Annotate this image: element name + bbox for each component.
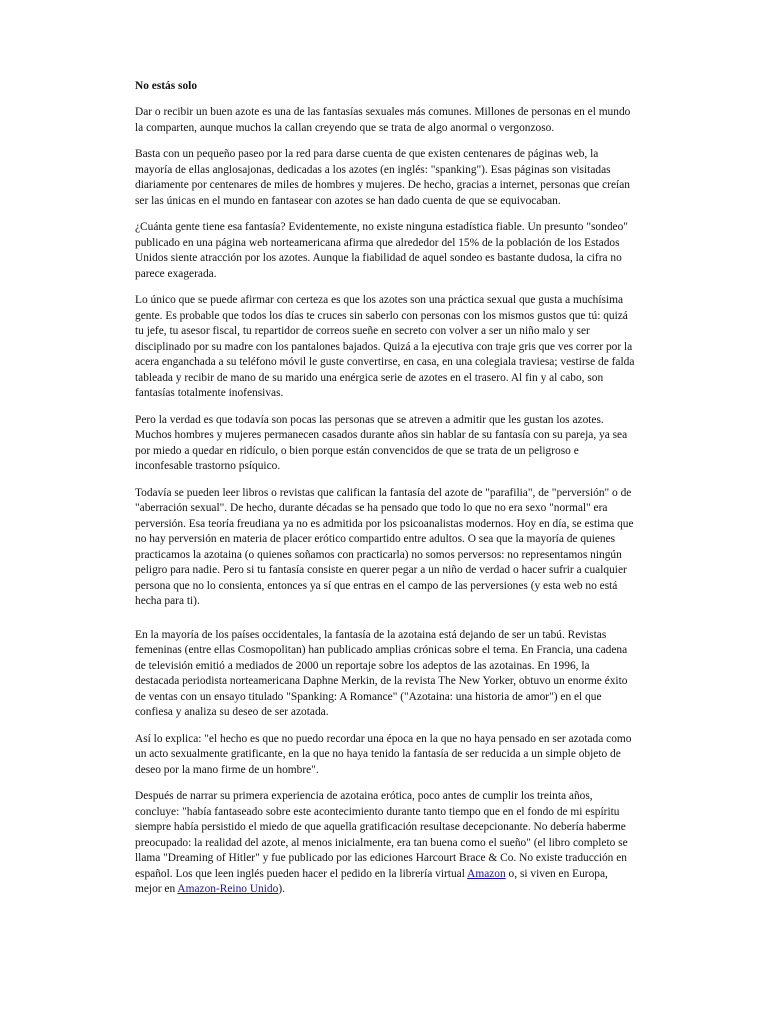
paragraph-8: Así lo explica: "el hecho es que no puedo recordar una época en la que no haya pensado en ser azotada como un acto sexualmente gratificante, en la que no haya tenido la fantasía de ser reducida a un simple objeto de deseo por la mano firme de un hombre". <box>135 732 632 776</box>
paragraph-9-text-1: Después de narrar su primera experiencia de azotaina erótica, poco antes de cumplir los treinta años, concluye: "había fantaseado sobre este acontecimiento durante tanto tiempo que en el fondo de mi espíritu siempre había persistido el miedo de que aquella gratificación resultase decepcionante. No debería haberme preocupado: la realidad del azote, al menos inicialmente, era tan buena como el sueño" (el libro completo se llama "Dreaming of Hitler" y fue publicado por las ediciones Harcourt Brace & Co. No existe traducción en español. Los que leen inglés pueden hacer el pedido en la librería virtual <box>135 790 628 880</box>
paragraph-9-text-2: o, si viven en Europa, mejor en <box>135 867 608 895</box>
paragraph-9-text-3: ). <box>278 883 285 895</box>
amazon-uk-link[interactable]: Amazon-Reino Unido <box>177 883 279 895</box>
paragraph-4: Lo único que se puede afirmar con certeza es que los azotes son una práctica sexual que gusta a muchísima gente. Es probable que todos los días te cruces sin saberlo con personas con los mismos gustos que tú: quizá tu jefe, tu asesor fiscal, tu repartidor de correos sueñe en secreto con volver a ser un niño malo y ser disciplinado por su madre con los pantalones bajados. Quizá a la ejecutiva con traje gris que ves correr por la acera enganchada a su teléfono móvil le guste convertirse, en casa, en una colegiala traviesa; vestirse de falda tableada y recibir de mano de su marido una enérgica serie de azotes en el trasero. Al fin y al cabo, son fantasías totalmente inofensivas. <box>135 294 635 399</box>
page-title: No estás solo <box>135 80 198 92</box>
paragraph-9 <box>135 789 635 898</box>
paragraph-6: Todavía se pueden leer libros o revistas que califican la fantasía del azote de "parafilia", de "perversión" o de "aberración sexual". De hecho, durante décadas se ha pensado que todo lo que no era sexo "normal" era perversión. Esa teoría freudiana ya no es admitida por los psicoanalistas modernos. Hoy en día, se estima que no hay perversión en materia de placer erótico compartido entre adultos. O sea que la mayoría de quienes practicamos la azotaina (o quienes soñamos con practicarla) no somos perversos: no representamos ningún peligro para nadie. Pero si tu fantasía consiste en querer pegar a un niño de verdad o hacer sufrir a cualquier persona que no lo consienta, entonces ya sí que entras en el campo de las perversiones (y esta web no está hecha para ti). <box>135 486 634 607</box>
document-page <box>135 79 635 909</box>
paragraph-2: Basta con un pequeño paseo por la red para darse cuenta de que existen centenares de páginas web, la mayoría de ellas anglosajonas, dedicadas a los azotes (en inglés: "spanking"). Esas páginas son visitadas diariamente por centenares de miles de hombres y mujeres. De hecho, gracias a internet, personas que creían ser las únicas en el mundo en fantasear con azotes se han dado cuenta de que se equivocaban. <box>135 148 630 207</box>
paragraph-7: En la mayoría de los países occidentales, la fantasía de la azotaina está dejando de ser un tabú. Revistas femeninas (entre ellas Cosmopolitan) han publicado amplias crónicas sobre el tema. En Francia, una cadena de televisión emitió a mediados de 2000 un reportaje sobre los adeptos de las azotainas. En 1996, la destacada periodista norteamericana Daphne Merkin, de la revista The New Yorker, obtuvo un enorme éxito de ventas con un ensayo titulado "Spanking: A Romance" ("Azotaina: una historia de amor") en el que confiesa y analiza su deseo de ser azotada. <box>135 628 628 718</box>
paragraph-5: Pero la verdad es que todavía son pocas las personas que se atreven a admitir que les gustan los azotes. Muchos hombres y mujeres permanecen casados durante años sin hablar de su fantasía con su pareja, ya sea por miedo a quedar en ridículo, o bien porque están convencidos de que se trata de un peligroso e inconfesable trastorno psíquico. <box>135 413 628 472</box>
paragraph-1: Dar o recibir un buen azote es una de las fantasías sexuales más comunes. Millones de personas en el mundo la comparten, aunque muchos la callan creyendo que se trata de algo anormal o vergonzoso. <box>135 106 631 134</box>
amazon-link[interactable]: Amazon <box>467 867 506 880</box>
paragraph-3: ¿Cuánta gente tiene esa fantasía? Evidentemente, no existe ninguna estadística fiable. Un presunto "sondeo" publicado en una página web norteamericana afirma que alrededor del 15% de la población de los Estados Unidos siente atracción por los azotes. Aunque la fiabilidad de aquel sondeo es bastante dudosa, la cifra no parece exagerada. <box>135 221 628 280</box>
